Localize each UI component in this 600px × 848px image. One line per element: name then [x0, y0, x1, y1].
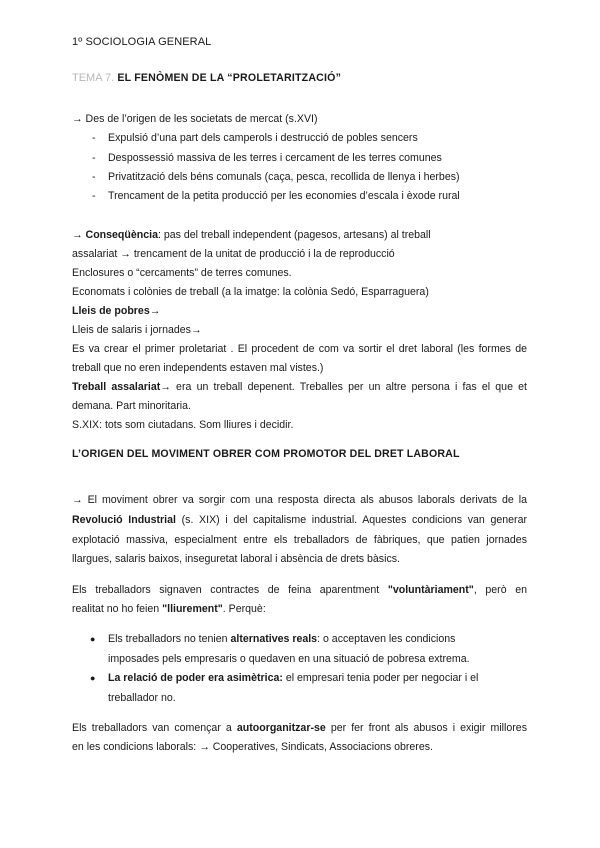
p1-line-2: [72, 514, 527, 526]
course-header: 1º SOCIOLOGIA GENERAL: [72, 36, 212, 48]
economats-line: Economats i colònies de treball (a la imatge: la colònia Sedó, Esparraguera): [72, 286, 429, 298]
bullet-text: : o acceptaven les condicions: [317, 633, 456, 645]
p3-text: per fer front als abusos i exigir millores: [325, 722, 527, 734]
tema-title: EL FENÒMEN DE LA “PROLETARITZACIÓ”: [114, 72, 342, 84]
treball-assalariat-text: → era un treball depenent. Treballes per un altre persona i fas el que et: [160, 381, 527, 393]
autoorganitzar-bold: autoorganitzar-se: [236, 722, 326, 734]
bullet-dot: ●: [90, 634, 96, 644]
origin-item: Despossessió massiva de les terres i cercament de les terres comunes: [108, 152, 442, 164]
consequencia-line-2: assalariat → trencament de la unitat de producció i la de reproducció: [72, 248, 395, 260]
lliurement-bold: "lliurement": [162, 603, 223, 615]
bullet-text: el empresari tenia poder per negociar i el: [282, 672, 479, 684]
tema-number: TEMA 7.: [72, 72, 115, 84]
origin-intro: → Des de l’origen de les societats de mercat (s.XVI): [72, 113, 318, 125]
p2-line-2: [72, 603, 266, 615]
origin-item: Expulsió d’una part dels camperols i destrucció de pobles sencers: [108, 132, 418, 144]
consequencia-label: Conseqüència: [85, 229, 158, 241]
treball-line-2: demana. Part minoritaria.: [72, 400, 191, 412]
p1-line-3: explotació massiva, especialment entre els treballadors de fàbriques, que patien jornades: [72, 534, 527, 546]
bullet-item-line-2: imposades pels empresaris o quedaven en una situació de pobresa extrema.: [108, 653, 470, 665]
bullet-bold: La relació de poder era asimètrica:: [108, 672, 283, 684]
lleis-pobres-line: [72, 305, 160, 317]
p1-line-1: → El moviment obrer va sorgir com una resposta directa als abusos laborals derivats de la: [72, 494, 527, 506]
proletariat-line-1: Es va crear el primer proletariat . El procedent de com va sortir el dret laboral (les formes de: [72, 343, 527, 355]
dash-marker: -: [92, 171, 96, 183]
p3-line-2: en les condicions laborals: → Cooperatives, Sindicats, Associacions obreres.: [72, 741, 433, 753]
p3-text: Els treballadors van començar a: [72, 722, 237, 734]
proletariat-line-2: treball que no eren independents estaven mal vistes.): [72, 362, 324, 374]
dash-marker: -: [92, 152, 96, 164]
voluntariament-bold: "voluntàriament": [387, 584, 474, 596]
arrow-glyph: →: [72, 229, 86, 241]
bullet-item-line-2: treballador no.: [108, 692, 176, 704]
p1-line-2-text: (s. XIX) i del capitalisme industrial. Aquestes condicions van generar: [175, 514, 528, 526]
lleis-pobres-label: Lleis de pobres: [72, 305, 150, 317]
p1-line-4: llargues, salaris baixos, inseguretat laboral i absència de drets bàsics.: [72, 553, 400, 565]
consequencia-text: : pas del treball independent (pagesos, artesans) al treball: [157, 229, 431, 241]
dash-marker: -: [92, 190, 96, 202]
tema-heading: [72, 72, 341, 84]
bullet-item: [108, 672, 478, 684]
bullet-item: [108, 633, 455, 645]
treball-assalariat-label: Treball assalariat: [72, 381, 161, 393]
lleis-salaris-line: Lleis de salaris i jornades→: [72, 324, 202, 336]
p2-text: realitat no ho feien: [72, 603, 163, 615]
sxix-line: S.XIX: tots som ciutadans. Som lliures i decidir.: [72, 419, 294, 431]
section-title: L’ORIGEN DEL MOVIMENT OBRER COM PROMOTOR DEL DRET LABORAL: [72, 448, 460, 460]
revolucio-bold: Revolució Industrial: [72, 514, 176, 526]
origin-item: Privatització dels béns comunals (caça, pesca, recollida de llenya i herbes): [108, 171, 460, 183]
p2-text: Els treballadors signaven contractes de feina aparentment: [72, 584, 388, 596]
consequencia-line: [72, 229, 431, 241]
bullet-text: Els treballadors no tenien: [108, 633, 231, 645]
arrow-glyph: →: [149, 305, 161, 317]
dash-marker: -: [92, 132, 96, 144]
treball-assalariat-line: [72, 381, 527, 393]
bullet-bold: alternatives reals: [230, 633, 318, 645]
p2-text: . Perquè:: [222, 603, 266, 615]
origin-item: Trencament de la petita producció per les economies d’escala i èxode rural: [108, 190, 460, 202]
bullet-dot: ●: [90, 673, 96, 683]
enclosures-line: Enclosures o “cercaments” de terres comunes.: [72, 267, 292, 279]
p2-text: , però en: [473, 584, 527, 596]
p2-line-1: [72, 584, 527, 596]
p3-line-1: [72, 722, 527, 734]
